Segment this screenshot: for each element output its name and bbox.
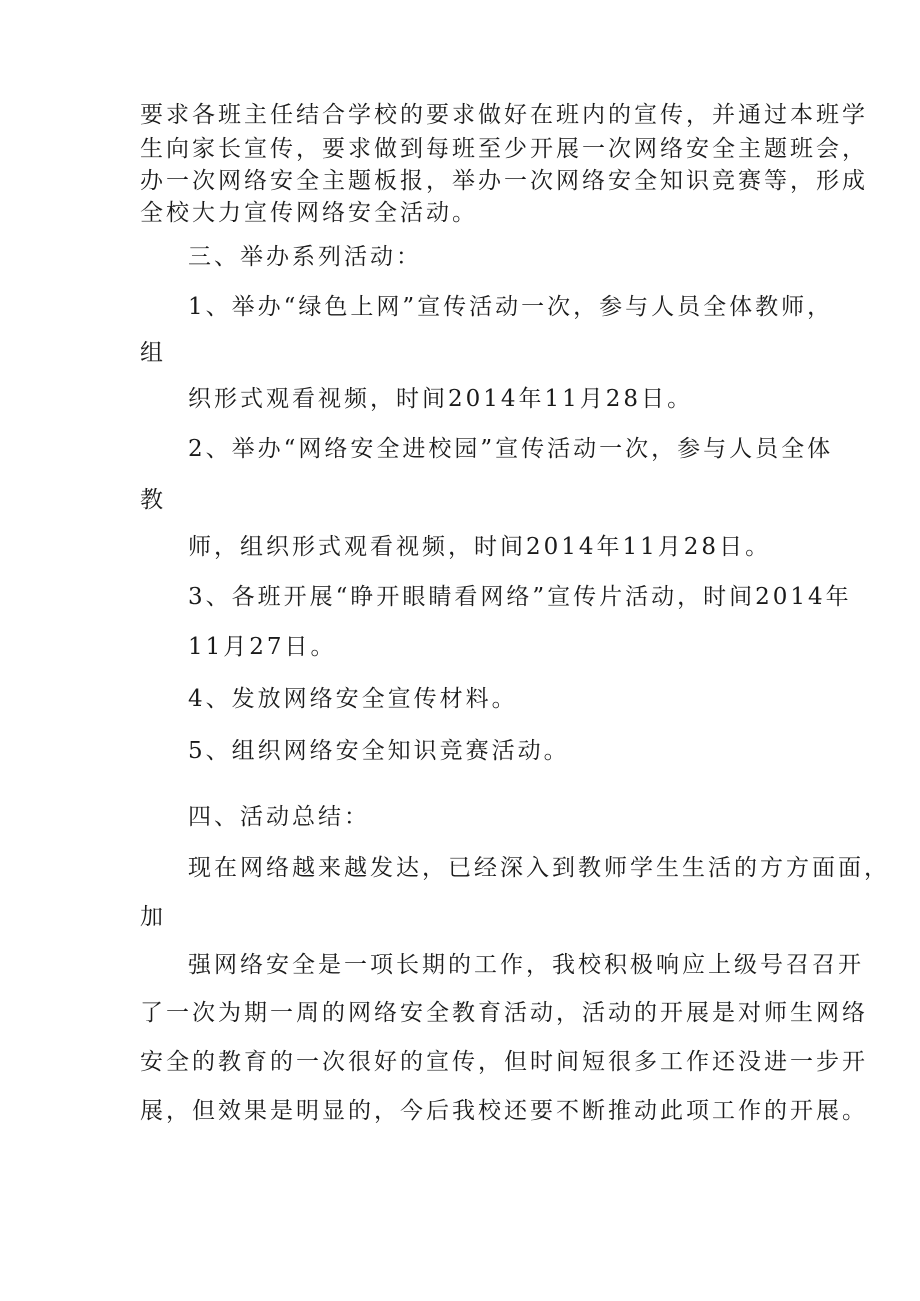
- list-item: 4、发放网络安全宣传材料。: [188, 686, 518, 712]
- paragraph-line: 强网络安全是一项长期的工作，我校积极响应上级号召召开: [188, 952, 864, 978]
- paragraph-line: 加: [140, 904, 166, 930]
- paragraph-line: 现在网络越来越发达，已经深入到教师学生生活的方方面面，: [188, 855, 890, 881]
- paragraph-line: 全校大力宣传网络安全活动。: [140, 200, 478, 226]
- list-item: 2、举办“网络安全进校园”宣传活动一次，参与人员全体: [188, 436, 834, 462]
- paragraph-line: 师，组织形式观看视频，时间2014年11月28日。: [188, 534, 772, 560]
- paragraph-line: 办一次网络安全主题板报，举办一次网络安全知识竞赛等，形成: [140, 168, 868, 194]
- paragraph-line: 11月27日。: [188, 634, 337, 660]
- paragraph-line: 要求各班主任结合学校的要求做好在班内的宣传，并通过本班学: [140, 102, 868, 128]
- list-item: 1、举办“绿色上网”宣传活动一次，参与人员全体教师，: [188, 294, 834, 320]
- paragraph-line: 教: [140, 487, 166, 513]
- list-item: 3、各班开展“睁开眼睛看网络”宣传片活动，时间2014年: [188, 584, 852, 610]
- paragraph-line: 组: [140, 340, 166, 366]
- section-heading: 三、举办系列活动：: [188, 244, 422, 270]
- section-heading: 四、活动总结：: [188, 804, 370, 830]
- list-item: 5、组织网络安全知识竞赛活动。: [188, 738, 570, 764]
- paragraph-line: 展，但效果是明显的，今后我校还要不断推动此项工作的开展。: [140, 1098, 868, 1124]
- paragraph-line: 安全的教育的一次很好的宣传，但时间短很多工作还没进一步开: [140, 1049, 868, 1075]
- paragraph-line: 了一次为期一周的网络安全教育活动，活动的开展是对师生网络: [140, 1000, 868, 1026]
- paragraph-line: 织形式观看视频，时间2014年11月28日。: [188, 386, 694, 412]
- paragraph-line: 生向家长宣传，要求做到每班至少开展一次网络安全主题班会，: [140, 136, 868, 162]
